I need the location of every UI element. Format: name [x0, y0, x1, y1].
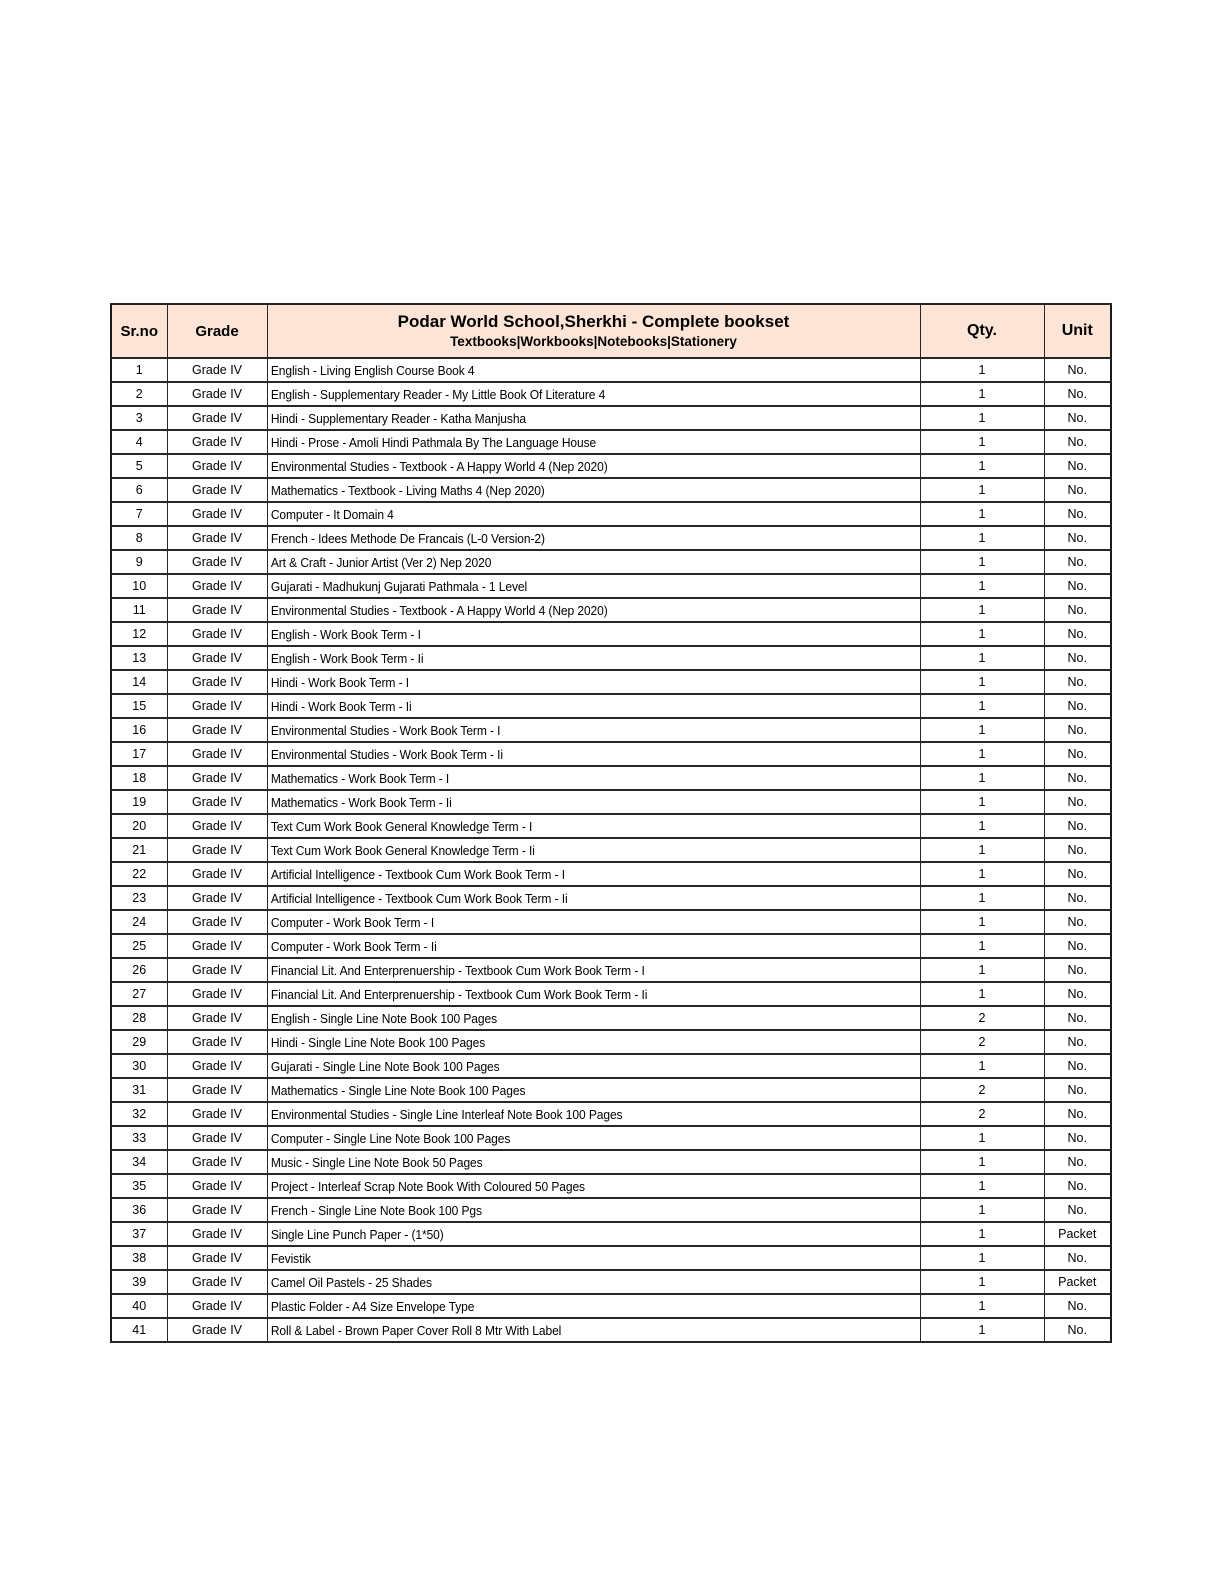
- grade-cell: Grade IV: [167, 598, 267, 622]
- item-cell: [267, 1054, 920, 1078]
- table-row: [111, 910, 1111, 934]
- item-text: Camel Oil Pastels - 25 Shades: [270, 1274, 432, 1290]
- grade-cell: Grade IV: [167, 1030, 267, 1054]
- qty-cell: 1: [920, 934, 1044, 958]
- srno-cell: 18: [111, 766, 167, 790]
- header-srno: Sr.no: [111, 304, 167, 358]
- grade-cell: Grade IV: [167, 430, 267, 454]
- qty-cell: 1: [920, 814, 1044, 838]
- qty-cell: 1: [920, 742, 1044, 766]
- unit-cell: No.: [1044, 694, 1111, 718]
- qty-cell: 1: [920, 886, 1044, 910]
- srno-cell: 8: [111, 526, 167, 550]
- item-cell: [267, 406, 920, 430]
- grade-cell: Grade IV: [167, 910, 267, 934]
- unit-cell: No.: [1044, 862, 1111, 886]
- item-cell: [267, 1174, 920, 1198]
- unit-cell: No.: [1044, 502, 1111, 526]
- table-row: [111, 1222, 1111, 1246]
- item-cell: [267, 814, 920, 838]
- item-text: Music - Single Line Note Book 50 Pages: [270, 1154, 483, 1170]
- qty-cell: 1: [920, 646, 1044, 670]
- grade-cell: Grade IV: [167, 478, 267, 502]
- srno-cell: 37: [111, 1222, 167, 1246]
- item-cell: [267, 1150, 920, 1174]
- item-text: Computer - Work Book Term - I: [270, 914, 434, 930]
- item-cell: [267, 454, 920, 478]
- item-cell: [267, 742, 920, 766]
- unit-cell: No.: [1044, 1174, 1111, 1198]
- unit-cell: No.: [1044, 886, 1111, 910]
- table-row: [111, 382, 1111, 406]
- table-row: [111, 1318, 1111, 1342]
- unit-cell: No.: [1044, 550, 1111, 574]
- table-row: [111, 694, 1111, 718]
- item-cell: [267, 1078, 920, 1102]
- unit-cell: No.: [1044, 934, 1111, 958]
- item-text: Hindi - Work Book Term - I: [270, 674, 409, 690]
- table-row: [111, 1030, 1111, 1054]
- table-row: [111, 574, 1111, 598]
- srno-cell: 22: [111, 862, 167, 886]
- table-row: [111, 718, 1111, 742]
- item-text: Art & Craft - Junior Artist (Ver 2) Nep 2020: [270, 554, 491, 570]
- unit-cell: Packet: [1044, 1270, 1111, 1294]
- table-body: [111, 358, 1111, 1342]
- table-row: [111, 814, 1111, 838]
- qty-cell: 1: [920, 598, 1044, 622]
- unit-cell: No.: [1044, 1318, 1111, 1342]
- item-cell: [267, 718, 920, 742]
- item-cell: [267, 550, 920, 574]
- item-cell: [267, 598, 920, 622]
- item-text: Mathematics - Work Book Term - I: [270, 770, 449, 786]
- unit-cell: No.: [1044, 1294, 1111, 1318]
- header-unit: Unit: [1044, 304, 1111, 358]
- qty-cell: 1: [920, 670, 1044, 694]
- grade-cell: Grade IV: [167, 1126, 267, 1150]
- table-row: [111, 886, 1111, 910]
- grade-cell: Grade IV: [167, 958, 267, 982]
- unit-cell: No.: [1044, 358, 1111, 382]
- table-row: [111, 1102, 1111, 1126]
- srno-cell: 31: [111, 1078, 167, 1102]
- unit-cell: No.: [1044, 478, 1111, 502]
- grade-cell: Grade IV: [167, 742, 267, 766]
- item-text: English - Work Book Term - I: [270, 626, 421, 642]
- srno-cell: 17: [111, 742, 167, 766]
- srno-cell: 33: [111, 1126, 167, 1150]
- item-cell: [267, 790, 920, 814]
- booklist-table-container: [110, 303, 1110, 1343]
- qty-cell: 2: [920, 1030, 1044, 1054]
- srno-cell: 20: [111, 814, 167, 838]
- item-text: Mathematics - Single Line Note Book 100 Pages: [270, 1082, 525, 1098]
- table-row: [111, 934, 1111, 958]
- table-row: [111, 1246, 1111, 1270]
- unit-cell: No.: [1044, 838, 1111, 862]
- item-text: Hindi - Supplementary Reader - Katha Manjusha: [270, 410, 526, 426]
- srno-cell: 3: [111, 406, 167, 430]
- item-text: Environmental Studies - Textbook - A Happy World 4 (Nep 2020): [270, 458, 608, 474]
- item-text: Roll & Label - Brown Paper Cover Roll 8 Mtr With Label: [270, 1322, 561, 1338]
- srno-cell: 25: [111, 934, 167, 958]
- item-text: Artificial Intelligence - Textbook Cum Work Book Term - I: [270, 866, 565, 882]
- srno-cell: 16: [111, 718, 167, 742]
- grade-cell: Grade IV: [167, 526, 267, 550]
- item-cell: [267, 838, 920, 862]
- item-text: Financial Lit. And Enterprenuership - Textbook Cum Work Book Term - I: [270, 962, 645, 978]
- qty-cell: 1: [920, 1270, 1044, 1294]
- srno-cell: 23: [111, 886, 167, 910]
- srno-cell: 11: [111, 598, 167, 622]
- srno-cell: 30: [111, 1054, 167, 1078]
- item-text: Hindi - Prose - Amoli Hindi Pathmala By The Language House: [270, 434, 596, 450]
- qty-cell: 1: [920, 1150, 1044, 1174]
- unit-cell: No.: [1044, 382, 1111, 406]
- qty-cell: 1: [920, 1198, 1044, 1222]
- srno-cell: 14: [111, 670, 167, 694]
- srno-cell: 24: [111, 910, 167, 934]
- unit-cell: No.: [1044, 1198, 1111, 1222]
- grade-cell: Grade IV: [167, 718, 267, 742]
- item-cell: [267, 1102, 920, 1126]
- grade-cell: Grade IV: [167, 694, 267, 718]
- item-text: Environmental Studies - Textbook - A Happy World 4 (Nep 2020): [270, 602, 608, 618]
- item-cell: [267, 430, 920, 454]
- grade-cell: Grade IV: [167, 766, 267, 790]
- srno-cell: 6: [111, 478, 167, 502]
- item-cell: [267, 1198, 920, 1222]
- item-cell: [267, 646, 920, 670]
- item-text: Financial Lit. And Enterprenuership - Textbook Cum Work Book Term - Ii: [270, 986, 647, 1002]
- table-row: [111, 838, 1111, 862]
- document-subtitle: Textbooks|Workbooks|Notebooks|Stationery: [450, 334, 737, 350]
- srno-cell: 32: [111, 1102, 167, 1126]
- item-cell: [267, 1222, 920, 1246]
- item-text: French - Idees Methode De Francais (L-0 Version-2): [270, 530, 545, 546]
- grade-cell: Grade IV: [167, 670, 267, 694]
- item-cell: [267, 1030, 920, 1054]
- grade-cell: Grade IV: [167, 646, 267, 670]
- srno-cell: 35: [111, 1174, 167, 1198]
- item-cell: [267, 886, 920, 910]
- item-text: Computer - Single Line Note Book 100 Pages: [270, 1130, 510, 1146]
- qty-cell: 2: [920, 1006, 1044, 1030]
- item-text: Environmental Studies - Work Book Term - Ii: [270, 746, 503, 762]
- qty-cell: 1: [920, 718, 1044, 742]
- grade-cell: Grade IV: [167, 1054, 267, 1078]
- unit-cell: No.: [1044, 1246, 1111, 1270]
- grade-cell: Grade IV: [167, 838, 267, 862]
- table-row: [111, 598, 1111, 622]
- qty-cell: 2: [920, 1078, 1044, 1102]
- item-text: Gujarati - Madhukunj Gujarati Pathmala - 1 Level: [270, 578, 527, 594]
- item-cell: [267, 478, 920, 502]
- qty-cell: 2: [920, 1102, 1044, 1126]
- item-cell: [267, 382, 920, 406]
- table-row: [111, 742, 1111, 766]
- srno-cell: 28: [111, 1006, 167, 1030]
- item-cell: [267, 1270, 920, 1294]
- item-text: Text Cum Work Book General Knowledge Term - I: [270, 818, 532, 834]
- table-row: [111, 790, 1111, 814]
- unit-cell: No.: [1044, 574, 1111, 598]
- table-row: [111, 1006, 1111, 1030]
- table-row: [111, 646, 1111, 670]
- table-row: [111, 502, 1111, 526]
- grade-cell: Grade IV: [167, 622, 267, 646]
- grade-cell: Grade IV: [167, 1222, 267, 1246]
- booklist-table: [110, 303, 1112, 1343]
- item-text: Text Cum Work Book General Knowledge Term - Ii: [270, 842, 535, 858]
- qty-cell: 1: [920, 1222, 1044, 1246]
- qty-cell: 1: [920, 526, 1044, 550]
- item-cell: [267, 526, 920, 550]
- qty-cell: 1: [920, 574, 1044, 598]
- qty-cell: 1: [920, 1294, 1044, 1318]
- srno-cell: 9: [111, 550, 167, 574]
- header-row: [111, 304, 1111, 358]
- table-row: [111, 1294, 1111, 1318]
- srno-cell: 5: [111, 454, 167, 478]
- qty-cell: 1: [920, 478, 1044, 502]
- unit-cell: No.: [1044, 1030, 1111, 1054]
- item-text: Plastic Folder - A4 Size Envelope Type: [270, 1298, 474, 1314]
- grade-cell: Grade IV: [167, 574, 267, 598]
- item-cell: [267, 694, 920, 718]
- srno-cell: 38: [111, 1246, 167, 1270]
- qty-cell: 1: [920, 958, 1044, 982]
- qty-cell: 1: [920, 1054, 1044, 1078]
- srno-cell: 4: [111, 430, 167, 454]
- qty-cell: 1: [920, 982, 1044, 1006]
- table-row: [111, 1174, 1111, 1198]
- grade-cell: Grade IV: [167, 1102, 267, 1126]
- item-cell: [267, 358, 920, 382]
- item-text: Hindi - Single Line Note Book 100 Pages: [270, 1034, 485, 1050]
- table-row: [111, 478, 1111, 502]
- unit-cell: No.: [1044, 430, 1111, 454]
- unit-cell: No.: [1044, 910, 1111, 934]
- qty-cell: 1: [920, 838, 1044, 862]
- unit-cell: No.: [1044, 1078, 1111, 1102]
- item-cell: [267, 958, 920, 982]
- item-cell: [267, 934, 920, 958]
- table-row: [111, 1270, 1111, 1294]
- qty-cell: 1: [920, 790, 1044, 814]
- item-cell: [267, 574, 920, 598]
- grade-cell: Grade IV: [167, 550, 267, 574]
- srno-cell: 10: [111, 574, 167, 598]
- qty-cell: 1: [920, 1246, 1044, 1270]
- grade-cell: Grade IV: [167, 862, 267, 886]
- grade-cell: Grade IV: [167, 1006, 267, 1030]
- unit-cell: No.: [1044, 958, 1111, 982]
- qty-cell: 1: [920, 694, 1044, 718]
- unit-cell: No.: [1044, 742, 1111, 766]
- qty-cell: 1: [920, 1318, 1044, 1342]
- srno-cell: 15: [111, 694, 167, 718]
- srno-cell: 21: [111, 838, 167, 862]
- item-cell: [267, 670, 920, 694]
- table-row: [111, 862, 1111, 886]
- item-text: Artificial Intelligence - Textbook Cum Work Book Term - Ii: [270, 890, 568, 906]
- grade-cell: Grade IV: [167, 358, 267, 382]
- table-row: [111, 958, 1111, 982]
- grade-cell: Grade IV: [167, 406, 267, 430]
- item-text: Environmental Studies - Work Book Term - I: [270, 722, 500, 738]
- unit-cell: No.: [1044, 670, 1111, 694]
- table-row: [111, 430, 1111, 454]
- grade-cell: Grade IV: [167, 1270, 267, 1294]
- grade-cell: Grade IV: [167, 1150, 267, 1174]
- item-text: English - Single Line Note Book 100 Pages: [270, 1010, 497, 1026]
- grade-cell: Grade IV: [167, 1174, 267, 1198]
- unit-cell: No.: [1044, 982, 1111, 1006]
- table-row: [111, 1150, 1111, 1174]
- item-text: Hindi - Work Book Term - Ii: [270, 698, 412, 714]
- unit-cell: No.: [1044, 454, 1111, 478]
- srno-cell: 13: [111, 646, 167, 670]
- grade-cell: Grade IV: [167, 1198, 267, 1222]
- grade-cell: Grade IV: [167, 886, 267, 910]
- unit-cell: No.: [1044, 406, 1111, 430]
- unit-cell: No.: [1044, 766, 1111, 790]
- item-text: Environmental Studies - Single Line Interleaf Note Book 100 Pages: [270, 1106, 622, 1122]
- item-cell: [267, 862, 920, 886]
- grade-cell: Grade IV: [167, 1318, 267, 1342]
- qty-cell: 1: [920, 766, 1044, 790]
- unit-cell: No.: [1044, 598, 1111, 622]
- document-title: Podar World School,Sherkhi - Complete bookset: [397, 312, 790, 332]
- unit-cell: No.: [1044, 526, 1111, 550]
- item-text: Single Line Punch Paper - (1*50): [270, 1226, 444, 1242]
- srno-cell: 1: [111, 358, 167, 382]
- table-row: [111, 622, 1111, 646]
- unit-cell: No.: [1044, 622, 1111, 646]
- qty-cell: 1: [920, 550, 1044, 574]
- unit-cell: No.: [1044, 646, 1111, 670]
- table-row: [111, 1078, 1111, 1102]
- item-cell: [267, 766, 920, 790]
- qty-cell: 1: [920, 1174, 1044, 1198]
- item-cell: [267, 502, 920, 526]
- table-row: [111, 1198, 1111, 1222]
- table-row: [111, 406, 1111, 430]
- table-row: [111, 454, 1111, 478]
- unit-cell: No.: [1044, 790, 1111, 814]
- table-row: [111, 526, 1111, 550]
- srno-cell: 29: [111, 1030, 167, 1054]
- item-text: Fevistik: [270, 1250, 311, 1266]
- item-cell: [267, 1006, 920, 1030]
- grade-cell: Grade IV: [167, 934, 267, 958]
- item-cell: [267, 1246, 920, 1270]
- srno-cell: 36: [111, 1198, 167, 1222]
- qty-cell: 1: [920, 454, 1044, 478]
- srno-cell: 19: [111, 790, 167, 814]
- grade-cell: Grade IV: [167, 1246, 267, 1270]
- grade-cell: Grade IV: [167, 814, 267, 838]
- item-text: Mathematics - Work Book Term - Ii: [270, 794, 452, 810]
- grade-cell: Grade IV: [167, 454, 267, 478]
- item-text: English - Work Book Term - Ii: [270, 650, 423, 666]
- grade-cell: Grade IV: [167, 502, 267, 526]
- table-row: [111, 1126, 1111, 1150]
- unit-cell: No.: [1044, 814, 1111, 838]
- qty-cell: 1: [920, 430, 1044, 454]
- unit-cell: No.: [1044, 1006, 1111, 1030]
- grade-cell: Grade IV: [167, 382, 267, 406]
- item-text: Computer - Work Book Term - Ii: [270, 938, 437, 954]
- qty-cell: 1: [920, 382, 1044, 406]
- table-row: [111, 982, 1111, 1006]
- item-text: Gujarati - Single Line Note Book 100 Pages: [270, 1058, 500, 1074]
- grade-cell: Grade IV: [167, 1294, 267, 1318]
- srno-cell: 2: [111, 382, 167, 406]
- unit-cell: No.: [1044, 1150, 1111, 1174]
- table-header: [111, 304, 1111, 358]
- item-text: English - Supplementary Reader - My Little Book Of Literature 4: [270, 386, 605, 402]
- table-row: [111, 766, 1111, 790]
- unit-cell: No.: [1044, 718, 1111, 742]
- unit-cell: No.: [1044, 1054, 1111, 1078]
- item-text: English - Living English Course Book 4: [270, 362, 475, 378]
- item-text: French - Single Line Note Book 100 Pgs: [270, 1202, 482, 1218]
- item-text: Project - Interleaf Scrap Note Book With Coloured 50 Pages: [270, 1178, 585, 1194]
- srno-cell: 26: [111, 958, 167, 982]
- grade-cell: Grade IV: [167, 1078, 267, 1102]
- qty-cell: 1: [920, 622, 1044, 646]
- srno-cell: 41: [111, 1318, 167, 1342]
- qty-cell: 1: [920, 406, 1044, 430]
- unit-cell: Packet: [1044, 1222, 1111, 1246]
- qty-cell: 1: [920, 862, 1044, 886]
- item-cell: [267, 1294, 920, 1318]
- srno-cell: 39: [111, 1270, 167, 1294]
- unit-cell: No.: [1044, 1102, 1111, 1126]
- item-cell: [267, 622, 920, 646]
- item-cell: [267, 1318, 920, 1342]
- qty-cell: 1: [920, 910, 1044, 934]
- table-row: [111, 1054, 1111, 1078]
- header-grade: Grade: [167, 304, 267, 358]
- unit-cell: No.: [1044, 1126, 1111, 1150]
- srno-cell: 27: [111, 982, 167, 1006]
- srno-cell: 40: [111, 1294, 167, 1318]
- item-cell: [267, 982, 920, 1006]
- table-row: [111, 550, 1111, 574]
- header-title: [267, 304, 920, 358]
- item-text: Mathematics - Textbook - Living Maths 4 (Nep 2020): [270, 482, 545, 498]
- table-row: [111, 358, 1111, 382]
- qty-cell: 1: [920, 502, 1044, 526]
- grade-cell: Grade IV: [167, 982, 267, 1006]
- qty-cell: 1: [920, 1126, 1044, 1150]
- item-cell: [267, 1126, 920, 1150]
- grade-cell: Grade IV: [167, 790, 267, 814]
- header-qty: Qty.: [920, 304, 1044, 358]
- item-cell: [267, 910, 920, 934]
- srno-cell: 34: [111, 1150, 167, 1174]
- srno-cell: 12: [111, 622, 167, 646]
- srno-cell: 7: [111, 502, 167, 526]
- table-row: [111, 670, 1111, 694]
- item-text: Computer - It Domain 4: [270, 506, 394, 522]
- qty-cell: 1: [920, 358, 1044, 382]
